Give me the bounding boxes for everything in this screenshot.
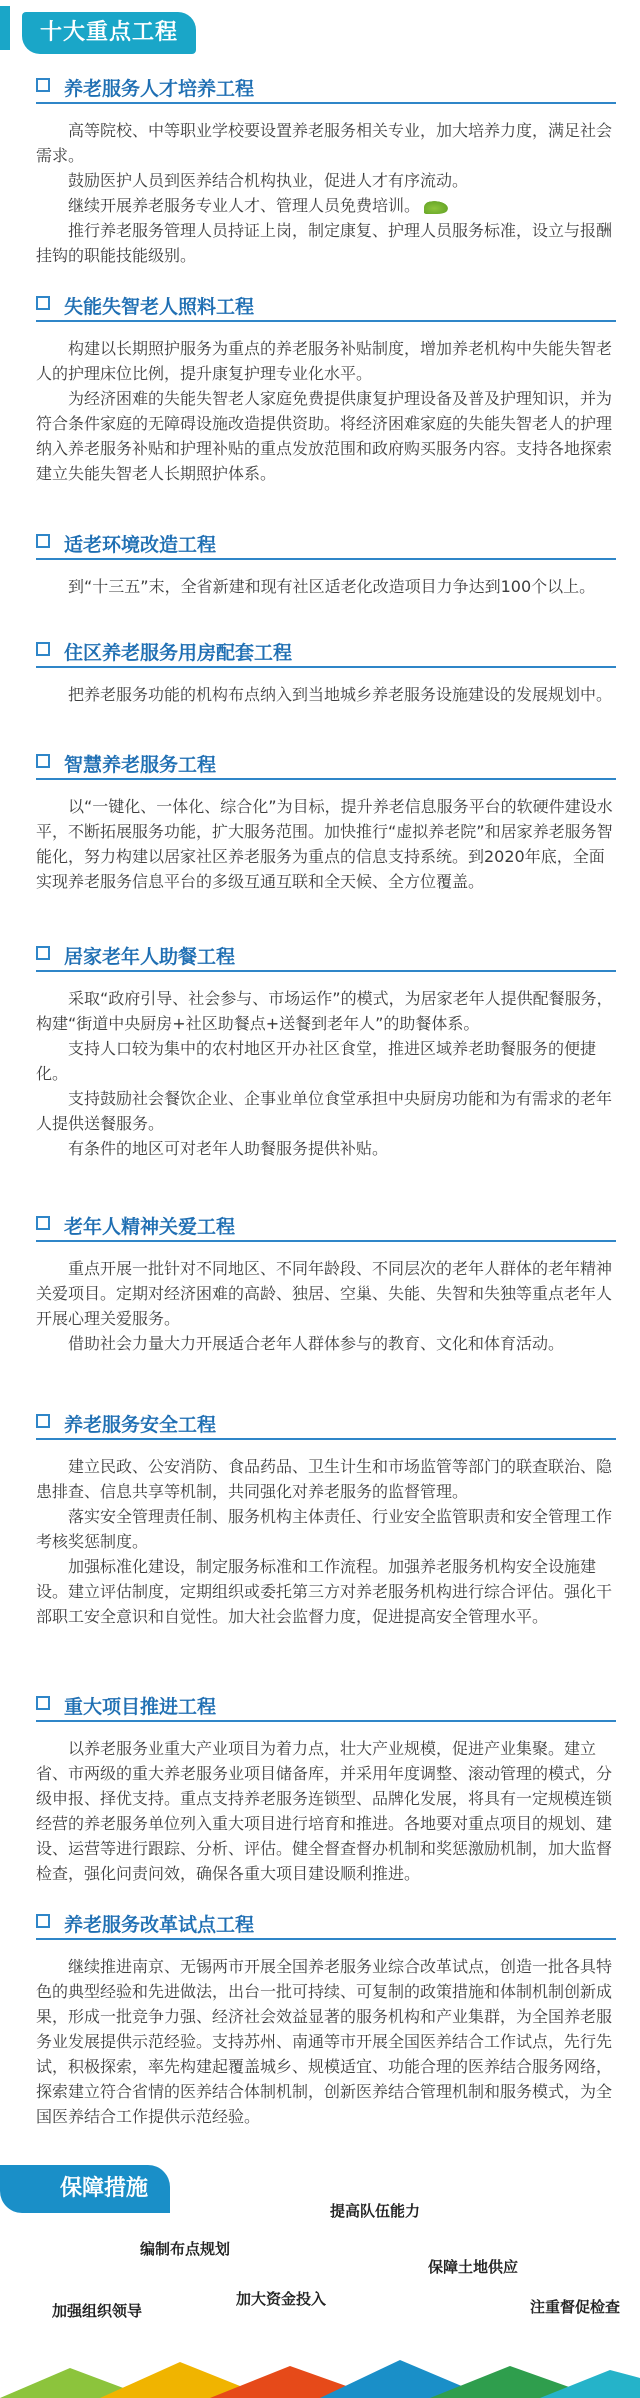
section-header	[36, 290, 616, 322]
section-title: 适老环境改造工程	[64, 534, 217, 556]
section-body	[36, 1256, 616, 1356]
section-body	[36, 794, 616, 894]
square-bullet-icon	[36, 642, 50, 656]
measure-label: 注重督促检查	[530, 2298, 621, 2316]
section-header	[36, 528, 616, 560]
measure-label: 编制布点规划	[140, 2240, 231, 2258]
paragraph: 有条件的地区可对老年人助餐服务提供补贴。	[68, 1139, 389, 1158]
paragraph: 落实安全管理责任制、服务机构主体责任、行业安全监管职责和安全管理工作考核奖惩制度。	[36, 1507, 613, 1551]
leaf-icon	[424, 200, 450, 214]
paragraph-text: 继续开展养老服务专业人才、管理人员免费培训。	[68, 196, 421, 215]
section-header	[36, 940, 616, 972]
section-mental-care	[36, 1210, 616, 1356]
section-meals	[36, 940, 616, 1161]
section-title: 失能失智老人照料工程	[64, 296, 255, 318]
section-title: 老年人精神关爱工程	[64, 1216, 236, 1238]
paragraph: 支持人口较为集中的农村地区开办社区食堂，推进区域养老助餐服务的便捷化。	[36, 1039, 597, 1083]
section-body	[36, 118, 616, 268]
paragraph: 到“十三五”末，全省新建和现有社区适老化改造项目力争达到100个以上。	[68, 577, 596, 596]
paragraph: 推行养老服务管理人员持证上岗，制定康复、护理人员服务标准，设立与报酬挂钩的职能技能级别。	[36, 221, 613, 265]
section-title: 住区养老服务用房配套工程	[64, 642, 293, 664]
section-body	[36, 336, 616, 486]
section-title: 重大项目推进工程	[64, 1696, 217, 1718]
section-header	[36, 636, 616, 668]
square-bullet-icon	[36, 296, 50, 310]
section-major-projects	[36, 1690, 616, 1886]
section-header	[36, 72, 616, 104]
section-title: 居家老年人助餐工程	[64, 946, 236, 968]
paragraph: 建立民政、公安消防、食品药品、卫生计生和市场监管等部门的联查联治、隐患排查、信息共享等机制，共同强化对养老服务的监督管理。	[36, 1457, 613, 1501]
square-bullet-icon	[36, 946, 50, 960]
section-header	[36, 1690, 616, 1722]
paragraph: 支持鼓励社会餐饮企业、企事业单位食堂承担中央厨房功能和为有需求的老年人提供送餐服务。	[36, 1089, 613, 1133]
section-body	[36, 1736, 616, 1886]
paragraph: 以养老服务业重大产业项目为着力点，壮大产业规模，促进产业集聚。建立省、市两级的重大养老服务业项目储备库，并采用年度调整、滚动管理的模式，分级申报、择优支持。重点支持养老服务连锁型、品牌化发展，将具有一定规模连锁经营的养老服务单位列入重大项目进行培育和推进。各地要对重点项目的规划、建设、运营等进行跟踪、分析、评估。健全督查督办机制和奖惩激励机制，加大监督检查，强化问责问效，确保各重大项目建设顺利推进。	[36, 1739, 613, 1883]
section-header	[36, 748, 616, 780]
paragraph: 以“一键化、一体化、综合化”为目标，提升养老信息服务平台的软硬件建设水平，不断拓展服务功能，扩大服务范围。加快推行“虚拟养老院”和居家养老服务智能化，努力构建以居家社区养老服务为重点的信息支持系统。到2020年底，全面实现养老服务信息平台的多级互通互联和全天候、全方位覆盖。	[36, 797, 613, 891]
section-environment	[36, 528, 616, 599]
paragraph: 鼓励医护人员到医养结合机构执业，促进人才有序流动。	[68, 171, 469, 190]
measure-label: 加强组织领导	[52, 2302, 143, 2320]
paragraph: 借助社会力量大力开展适合老年人群体参与的教育、文化和体育活动。	[68, 1334, 565, 1353]
mountain-peaks-graphic	[0, 2360, 640, 2398]
section-body	[36, 574, 616, 599]
square-bullet-icon	[36, 1216, 50, 1230]
section-header	[36, 1408, 616, 1440]
paragraph: 为经济困难的失能失智老人家庭免费提供康复护理设备及普及护理知识，并为符合条件家庭的无障碍设施改造提供资助。将经济困难家庭的失能失智老人的护理纳入养老服务补贴和护理补贴的重点发放范围和政府购买服务内容。支持各地探索建立失能失智老人长期照护体系。	[36, 389, 613, 483]
section-header	[36, 1210, 616, 1242]
section-body	[36, 986, 616, 1161]
paragraph: 把养老服务功能的机构布点纳入到当地城乡养老服务设施建设的发展规划中。	[68, 685, 613, 704]
square-bullet-icon	[36, 1914, 50, 1928]
paragraph	[36, 193, 616, 218]
paragraph: 加强标准化建设，制定服务标准和工作流程。加强养老服务机构安全设施建设。建立评估制度，定期组织或委托第三方对养老服务机构进行综合评估。强化干部职工安全意识和自觉性。加大社会监督力度，促进提高安全管理水平。	[36, 1557, 613, 1626]
paragraph: 重点开展一批针对不同地区、不同年龄段、不同层次的老年人群体的老年精神关爱项目。定期对经济困难的高龄、独居、空巢、失能、失智和失独等重点老年人开展心理关爱服务。	[36, 1259, 613, 1328]
square-bullet-icon	[36, 1696, 50, 1710]
square-bullet-icon	[36, 754, 50, 768]
section-title: 养老服务改革试点工程	[64, 1914, 255, 1936]
page-title: 十大重点工程	[22, 12, 196, 54]
section-title: 智慧养老服务工程	[64, 754, 217, 776]
section-body	[36, 682, 616, 707]
measures-title: 保障措施	[0, 2165, 170, 2213]
section-talent	[36, 72, 616, 268]
section-smart	[36, 748, 616, 894]
section-title: 养老服务人才培养工程	[64, 78, 255, 100]
square-bullet-icon	[36, 78, 50, 92]
ribbon-accent	[0, 6, 10, 50]
section-header	[36, 1908, 616, 1940]
square-bullet-icon	[36, 1414, 50, 1428]
section-housing	[36, 636, 616, 707]
measure-label: 保障土地供应	[428, 2258, 519, 2276]
square-bullet-icon	[36, 534, 50, 548]
section-body	[36, 1454, 616, 1629]
measure-label: 加大资金投入	[236, 2290, 327, 2308]
paragraph: 构建以长期照护服务为重点的养老服务补贴制度，增加养老机构中失能失智老人的护理床位比例，提升康复护理专业化水平。	[36, 339, 613, 383]
section-disabled-care	[36, 290, 616, 486]
measure-label: 提高队伍能力	[330, 2202, 421, 2220]
section-reform-pilot	[36, 1908, 616, 2129]
section-safety	[36, 1408, 616, 1629]
section-title: 养老服务安全工程	[64, 1414, 217, 1436]
section-body	[36, 1954, 616, 2129]
paragraph: 继续推进南京、无锡两市开展全国养老服务业综合改革试点，创造一批各具特色的典型经验和先进做法，出台一批可持续、可复制的政策措施和体制机制创新成果，形成一批竞争力强、经济社会效益显著的服务机构和产业集群，为全国养老服务业发展提供示范经验。支持苏州、南通等市开展全国医养结合工作试点，先行先试，积极探索，率先构建起覆盖城乡、规模适宜、功能合理的医养结合服务网络，探索建立符合省情的医养结合体制机制，创新医养结合管理机制和服务模式，为全国医养结合工作提供示范经验。	[36, 1957, 613, 2126]
paragraph: 高等院校、中等职业学校要设置养老服务相关专业，加大培养力度，满足社会需求。	[36, 121, 613, 165]
paragraph: 采取“政府引导、社会参与、市场运作”的模式，为居家老年人提供配餐服务，构建“街道中央厨房+社区助餐点+送餐到老年人”的助餐体系。	[36, 989, 613, 1033]
